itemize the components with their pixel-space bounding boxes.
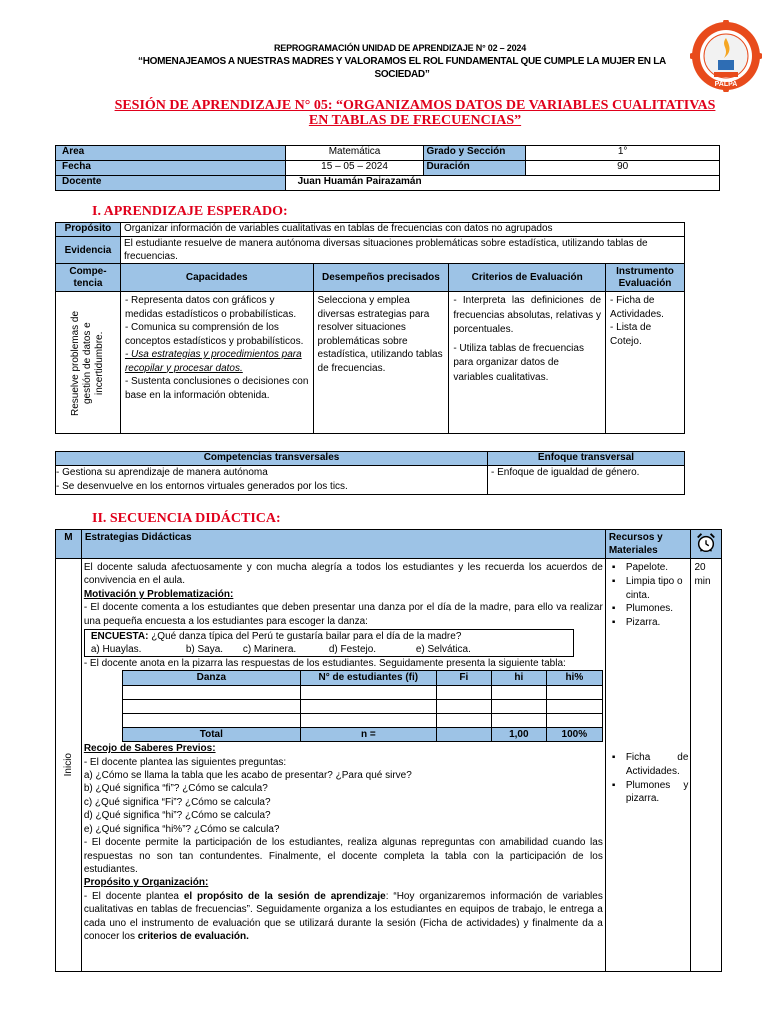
col-time-header [691,530,722,559]
unit-motto: “HOMENAJEAMOS A NUESTRAS MADRES Y VALORAMOS EL ROL FUNDAMENTAL QUE CUMPLE LA MUJER EN LA SOCIEDAD” [138,56,666,80]
freq-empty-row [122,685,602,699]
resource-item: ▪ Papelote. [606,561,689,575]
freq-header: hi [491,671,546,685]
col-recursos-header: Recursos y Materiales [605,530,691,559]
fecha-label: Fecha [56,161,286,176]
desempenos-header: Desempeños precisados [313,264,449,292]
grado-value: 1° [526,146,720,161]
saberes-item: e) ¿Qué significa “hi%”? ¿Cómo se calcula? [83,823,280,835]
docente-label: Docente [56,176,286,191]
strategies-cell [81,559,605,972]
encuesta-label: ENCUESTA: [90,631,149,643]
freq-empty-row [122,713,602,727]
capacidad-3: - Usa estrategias y procedimientos para recopilar y procesar datos. [124,349,302,374]
freq-header: hi% [546,671,602,685]
saberes-title: Recojo de Saberes Previos: [83,743,216,755]
criterios-header: Criterios de Evaluación [449,264,606,292]
info-table [55,145,720,191]
survey-option: e) Selvática. [415,644,471,656]
capacidades-header: Capacidades [120,264,313,292]
alarm-clock-icon [695,532,717,554]
survey-option: b) Saya. [185,644,224,656]
capacidades-cell [120,292,313,434]
comp-transversal-cell [56,466,488,495]
logo-text: PALPA [714,81,738,88]
learning-table [55,222,685,434]
competencia-text: Resuelve problemas de gestión de datos e incertidumbre. [69,309,105,416]
grado-label: Grado y Sección [424,146,526,161]
survey-option: c) Marinera. [242,644,297,656]
moment-cell [56,559,82,972]
saberes-item: d) ¿Qué significa “hi”? ¿Cómo se calcula? [83,810,271,822]
survey-options [91,643,570,656]
comp-transversal-header: Competencias transversales [56,452,488,466]
section-2-title: II. SECUENCIA DIDÁCTICA: [92,511,281,526]
instrumento-header: Instrumento Evaluación [606,264,685,292]
intro-text: El docente saluda afectuosamente y con mucha alegría a todos los estudiantes y les recuerda los acuerdos de convivencia en el aula. [83,562,603,587]
col-m-header: M [56,530,82,559]
desempeno-text: Selecciona y emplea diversas estrategias para resolver situaciones problemáticas sobre estadística, utilizando tablas de frecuencias. [313,292,449,434]
time-value: 20 min [691,559,722,972]
survey-option: a) Huaylas. [90,644,142,656]
encuesta-question: ¿Qué danza típica del Perú te gustaría bailar para el día de la madre? [151,631,462,643]
duracion-value: 90 [526,161,720,176]
freq-header: Danza [122,671,300,685]
proposito-text: - El docente plantea el propósito de la sesión de aprendizaje: “Hoy organizaremos información de variables cualitativas en tablas de frecuencias”. Seguidamente organiza a los estudiantes en equipos de trabajo, le entrega a cada uno el instrumento de evaluación que se utilizará durante la sesión (Ficha de actividades) y finalmente da a conocer los criterios de evaluación. [83,890,603,942]
resource-item: ▪ Ficha de Actividades. [606,751,689,779]
freq-total-row: Total n = 1,00 100% [122,727,602,741]
col-estrategias-header: Estrategias Didácticas [81,530,605,559]
instrumento-2: - Lista de Cotejo. [610,322,652,347]
anota-text: - El docente anota en la pizarra las respuestas de los estudiantes. Seguidamente presenta la siguiente tabla: [83,658,566,670]
resource-item: ▪ Limpia tipo o cinta. [606,575,689,603]
motivacion-text: - El docente comenta a los estudiantes que deben presentar una danza por el día de la madre, para ello va realizar una pequeña encuesta a los estudiantes para escoger la danza: [83,602,603,627]
survey-box [84,629,574,657]
evidencia-value: El estudiante resuelve de manera autónoma diversas situaciones problemáticas sobre estadística, utilizando tablas de frecuencias. [120,237,684,264]
competencia-cell [56,292,121,434]
saberes-item: a) ¿Cómo se llama la tabla que les acabo de presentar? ¿Para qué sirve? [83,770,412,782]
saberes-item: - El docente plantea las siguientes preguntas: [83,756,287,768]
resources-list-2 [606,751,689,806]
frequency-table [122,670,603,742]
comp-transversal-1: - Gestiona su aprendizaje de manera autónoma [56,467,268,478]
enfoque-transversal-item: - Enfoque de igualdad de género. [488,466,685,495]
comp-transversal-2: - Se desenvuelve en los entornos virtuales generados por los tics. [56,481,348,492]
saberes-close: - El docente permite la participación de los estudiantes, realiza algunas repreguntas con amabilidad cuando las respuestas no son tan contundentes. Finalmente, el docente completa la tabla con la participación de los estudiantes. [83,837,603,875]
moment-label: Inicio [62,753,74,777]
resource-item: ▪ Pizarra. [606,616,689,630]
docente-value: Juan Huamán Pairazamán [285,176,719,191]
competencia-header: Compe-tencia [56,264,121,292]
capacidad-2: - Comunica su comprensión de los conceptos estadísticos y probabilísticos. [124,322,304,347]
proposito-label: Propósito [56,223,121,237]
capacidad-1: - Representa datos con gráficos y medidas estadísticos o probabilísticas. [124,295,297,320]
school-logo [690,20,762,92]
resources-list-1 [606,561,689,630]
proposito-title: Propósito y Organización: [83,877,209,889]
area-label: Área [56,146,286,161]
evidencia-label: Evidencia [56,237,121,264]
area-value: Matemática [285,146,424,161]
criterio-1: - Interpreta las definiciones de frecuencias absolutas, relativas y porcentuales. [453,295,602,335]
criterio-2: - Utiliza tablas de frecuencias para organizar datos de variables cualitativas. [453,342,584,383]
resource-item: ▪ Plumones. [606,602,689,616]
freq-empty-row [122,699,602,713]
proposito-value: Organizar información de variables cualitativas en tablas de frecuencias con datos no agrupados [120,223,684,237]
resource-item: ▪ Plumones y pizarra. [606,779,689,807]
criterios-cell [449,292,606,434]
resources-cell [605,559,691,972]
survey-option: d) Festejo. [328,644,377,656]
duracion-label: Duración [424,161,526,176]
saberes-item: b) ¿Qué significa “fi”? ¿Cómo se calcula? [83,783,268,795]
saberes-item: c) ¿Qué significa “Fi”? ¿Cómo se calcula? [83,796,271,808]
freq-header: Fi [436,671,491,685]
motivacion-title: Motivación y Problematización: [83,588,234,600]
freq-header: N° de estudiantes (fi) [300,671,436,685]
enfoque-transversal-header: Enfoque transversal [488,452,685,466]
section-1-title: I. APRENDIZAJE ESPERADO: [92,204,288,219]
fecha-value: 15 – 05 – 2024 [285,161,424,176]
instrumento-1: - Ficha de Actividades. [610,295,664,320]
unit-heading: REPROGRAMACIÓN UNIDAD DE APRENDIZAJE N° 02 – 2024 [273,43,527,53]
session-title: SESIÓN DE APRENDIZAJE N° 05: “ORGANIZAMOS DATOS DE VARIABLES CUALITATIVAS EN TABLAS DE FRECUENCIAS” [114,98,716,128]
sequence-table [55,529,722,972]
capacidad-4: - Sustenta conclusiones o decisiones con base en la información obtenida. [124,376,309,401]
transversal-table [55,451,685,495]
instrumentos-cell [606,292,685,434]
